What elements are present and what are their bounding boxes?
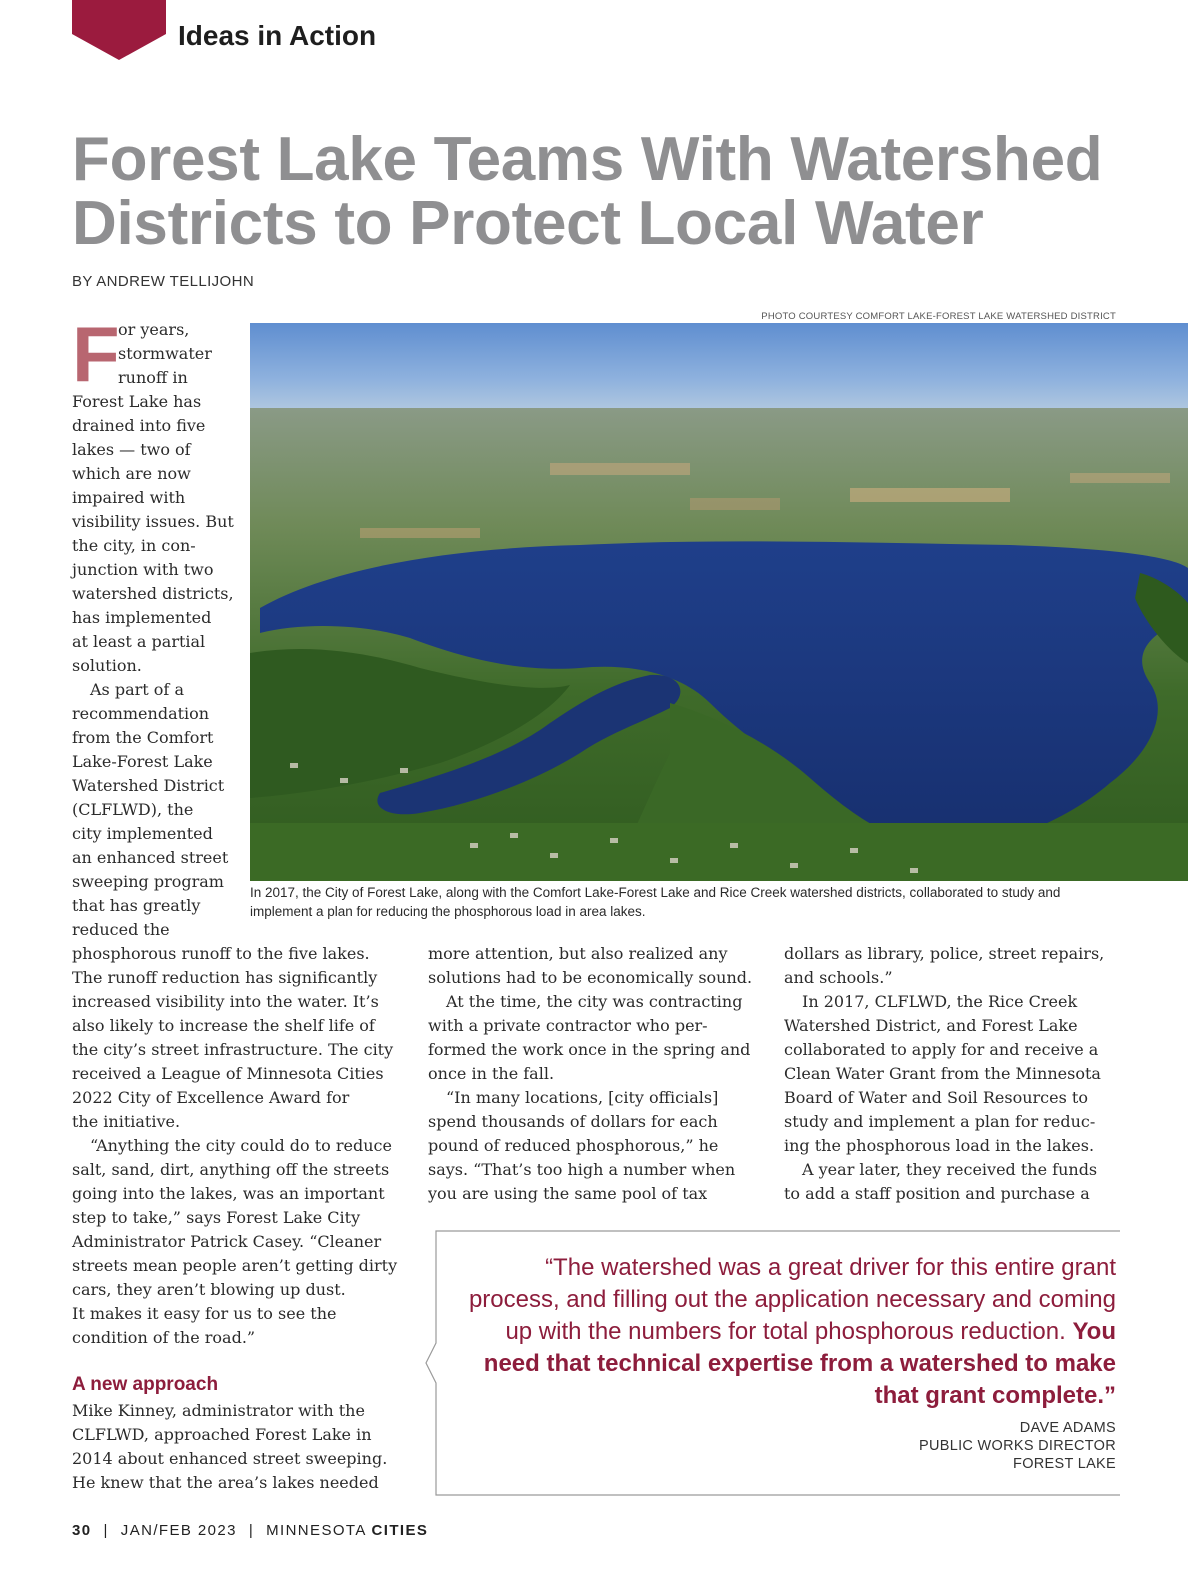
body-line: solutions had to be economically sound. [428, 968, 753, 987]
pullquote-text: “The watershed was a great driver for this entire grant process, and filling out the application necessary and coming up with the numbers for total phosphorous reduction. [468, 1254, 1116, 1345]
body-line: CLFLWD, approached Forest Lake in [72, 1425, 372, 1444]
attribution-name: DAVE ADAMS [1019, 1420, 1116, 1436]
publication-name: MINNESOTA [266, 1522, 366, 1539]
body-line: visibility issues. But [72, 512, 234, 531]
body-line: “Anything the city could do to reduce [90, 1136, 392, 1155]
article-title [72, 125, 1132, 258]
body-line: lakes — two of [72, 440, 191, 459]
body-line: Clean Water Grant from the Minnesota [784, 1064, 1101, 1083]
body-line: He knew that the area’s lakes needed [72, 1473, 379, 1492]
body-line: more attention, but also realized any [428, 944, 728, 963]
body-line: says. “That’s too high a number when [428, 1160, 736, 1179]
body-line: reduced the [72, 920, 170, 939]
page-footer [72, 1522, 428, 1539]
body-line: condition of the road.” [72, 1328, 256, 1347]
body-line: Board of Water and Soil Resources to [784, 1088, 1088, 1107]
body-line: It makes it easy for us to see the [72, 1304, 337, 1323]
body-line: which are now [72, 464, 191, 483]
body-line: phosphorous runoff to the five lakes. [72, 944, 370, 963]
pullquote-attribution [919, 1419, 1116, 1473]
body-line: received a League of Minnesota Cities [72, 1064, 384, 1083]
attribution-role: PUBLIC WORKS DIRECTOR [919, 1438, 1116, 1454]
body-line: formed the work once in the spring and [428, 1040, 751, 1059]
body-line: Forest Lake has [72, 392, 202, 411]
body-line: As part of a [90, 680, 184, 699]
body-line: the initiative. [72, 1112, 181, 1131]
body-line: from the Comfort [72, 728, 214, 747]
body-line: impaired with [72, 488, 186, 507]
page-number: 30 [72, 1522, 92, 1539]
attribution-org: FOREST LAKE [1013, 1456, 1116, 1472]
body-line: city implemented [72, 824, 213, 843]
body-column-left-after-subhead [72, 1399, 412, 1495]
body-line: Watershed District [72, 776, 225, 795]
section-tab-marker [72, 0, 166, 62]
article-title-line: Forest Lake Teams With Watershed [72, 125, 1103, 194]
body-line: pound of reduced phosphorous,” he [428, 1136, 719, 1155]
body-line: that has greatly [72, 896, 201, 915]
body-line: drained into five [72, 416, 206, 435]
body-line: an enhanced street [72, 848, 229, 867]
body-line: Lake-Forest Lake [72, 752, 213, 771]
body-line: you are using the same pool of tax [428, 1184, 708, 1203]
body-line: Watershed District, and Forest Lake [784, 1016, 1078, 1035]
body-column-right [784, 942, 1124, 1206]
issue-date: JAN/FEB 2023 [120, 1522, 237, 1539]
body-line: salt, sand, dirt, anything off the streets [72, 1160, 390, 1179]
body-line: (CLFLWD), the [72, 800, 194, 819]
article-title-line: Districts to Protect Local Water [72, 189, 984, 258]
body-line: with a private contractor who per- [428, 1016, 708, 1035]
body-line: In 2017, CLFLWD, the Rice Creek [802, 992, 1078, 1011]
body-line: dollars as library, police, street repairs, [784, 944, 1105, 963]
body-line: spend thousands of dollars for each [428, 1112, 718, 1131]
body-line: runoff in [118, 368, 188, 387]
body-line: once in the fall. [428, 1064, 555, 1083]
body-line: and schools.” [784, 968, 893, 987]
byline: BY ANDREW TELLIJOHN [72, 273, 255, 290]
aerial-lake-photo [250, 323, 1188, 881]
section-subhead: A new approach [72, 1374, 219, 1395]
body-column-middle [428, 942, 768, 1206]
footer-divider: | [103, 1522, 109, 1539]
section-label: Ideas in Action [178, 20, 377, 51]
body-column-left-top [72, 310, 242, 942]
body-column-left [72, 942, 412, 1350]
photo-caption: In 2017, the City of Forest Lake, along with the Comfort Lake-Forest Lake and Rice Creek watershed districts, collaborated to study and implement a plan for reducing the phosphorous load in area lakes. [250, 885, 1061, 919]
body-line: sweeping program [72, 872, 224, 891]
body-line: to add a staff position and purchase a [784, 1184, 1090, 1203]
body-line: the city, in con- [72, 536, 196, 555]
body-line: “In many locations, [city officials] [446, 1088, 719, 1107]
pullquote-emphasis: You need that technical expertise from a watershed to make that grant complete.” [483, 1318, 1116, 1409]
body-line: the city’s street infrastructure. The city [72, 1040, 394, 1059]
body-line: ing the phosphorous load in the lakes. [784, 1136, 1095, 1155]
body-line: solution. [72, 656, 142, 675]
footer-divider: | [248, 1522, 255, 1539]
body-line: Mike Kinney, administrator with the [72, 1401, 365, 1420]
body-line: The runoff reduction has significantly [72, 968, 378, 987]
body-line: study and implement a plan for reduc- [784, 1112, 1096, 1131]
body-line: watershed districts, [72, 584, 234, 603]
photo-credit: PHOTO COURTESY COMFORT LAKE-FOREST LAKE WATERSHED DISTRICT [761, 311, 1116, 322]
body-line: Administrator Patrick Casey. “Cleaner [72, 1232, 382, 1251]
body-line: recommendation [72, 704, 210, 723]
publication-name-bold: CITIES [371, 1522, 429, 1539]
body-line: cars, they aren’t blowing up dust. [72, 1280, 346, 1299]
dropcap: F [72, 310, 120, 398]
body-line: step to take,” says Forest Lake City [72, 1208, 361, 1227]
body-line: or years, [118, 320, 190, 339]
body-line: stormwater [118, 344, 212, 363]
body-line: going into the lakes, was an important [72, 1184, 385, 1203]
body-line: 2022 City of Excellence Award for [72, 1088, 350, 1107]
body-line: At the time, the city was contracting [446, 992, 743, 1011]
body-line: has implemented [72, 608, 212, 627]
body-line: collaborated to apply for and receive a [784, 1040, 1099, 1059]
body-line: junction with two [72, 560, 214, 579]
body-line: 2014 about enhanced street sweeping. [72, 1449, 388, 1468]
body-line: also likely to increase the shelf life of [72, 1016, 375, 1035]
body-line: A year later, they received the funds [802, 1160, 1098, 1179]
pullquote [460, 1252, 1116, 1412]
body-line: at least a partial [72, 632, 206, 651]
body-line: streets mean people aren’t getting dirty [72, 1256, 398, 1275]
body-line: increased visibility into the water. It’s [72, 992, 379, 1011]
